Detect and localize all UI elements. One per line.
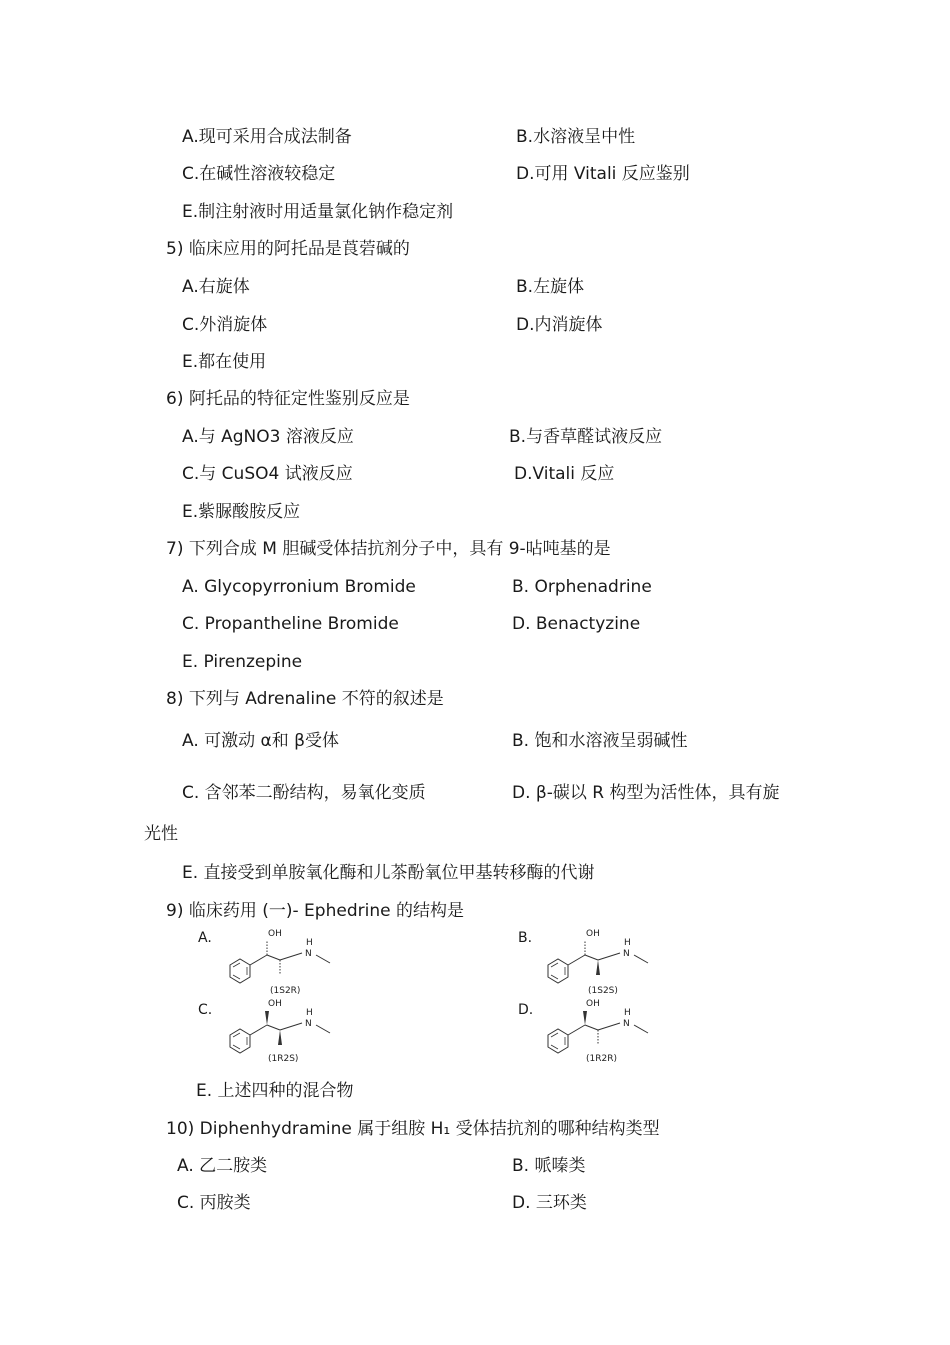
q9-structure-b (538, 925, 658, 997)
q9-structure-c (220, 995, 340, 1067)
q9-b-config: (1S2S) (588, 986, 618, 996)
q9-d-config: (1R2R) (586, 1054, 617, 1064)
q10-option-c: C. 丙胺类 (177, 1193, 251, 1213)
q4-option-a: A.现可采用合成法制备 (182, 127, 352, 147)
q6-option-a: A.与 AgNO3 溶液反应 (182, 427, 354, 447)
q5-option-c: C.外消旋体 (182, 315, 268, 335)
q9-c-h: H (306, 1008, 313, 1018)
q5-option-a: A.右旋体 (182, 277, 250, 297)
q9-b-h: H (624, 938, 631, 948)
q6-option-b: B.与香草醛试液反应 (509, 427, 663, 447)
q10-stem: 10) Diphenhydramine 属于组胺 H₁ 受体拮抗剂的哪种结构类型 (166, 1119, 660, 1139)
q10-option-d: D. 三环类 (512, 1193, 587, 1213)
q8-stem: 8) 下列与 Adrenaline 不符的叙述是 (166, 689, 444, 709)
q9-a-h: H (306, 938, 313, 948)
q10-option-a: A. 乙二胺类 (177, 1156, 268, 1176)
q4-option-e: E.制注射液时用适量氯化钠作稳定剂 (182, 202, 454, 222)
q8-option-a: A. 可激动 α和 β受体 (182, 731, 340, 751)
q9-d-n: N (623, 1019, 630, 1029)
q9-a-oh: OH (268, 929, 282, 939)
q9-a-n: N (305, 949, 312, 959)
q7-option-e: E. Pirenzepine (182, 652, 303, 672)
q9-c-config: (1R2S) (268, 1054, 299, 1064)
q7-option-b: B. Orphenadrine (512, 577, 652, 597)
q9-c-n: N (305, 1019, 312, 1029)
q9-b-oh: OH (586, 929, 600, 939)
q8-option-b: B. 饱和水溶液呈弱碱性 (512, 731, 688, 751)
q9-a-config: (1S2R) (270, 986, 301, 996)
q9-c-oh: OH (268, 999, 282, 1009)
q4-option-b: B.水溶液呈中性 (516, 127, 636, 147)
q6-option-e: E.紫脲酸胺反应 (182, 502, 301, 522)
q4-option-c: C.在碱性溶液较稳定 (182, 164, 336, 184)
q9-d-h: H (624, 1008, 631, 1018)
q6-option-d: D.Vitali 反应 (514, 464, 615, 484)
q9-label-a: A. (198, 930, 212, 946)
q9-option-e: E. 上述四种的混合物 (196, 1081, 354, 1101)
q9-b-n: N (623, 949, 630, 959)
q5-stem: 5) 临床应用的阿托品是莨菪碱的 (166, 239, 410, 259)
q5-option-b: B.左旋体 (516, 277, 585, 297)
q10-option-b: B. 哌嗪类 (512, 1156, 586, 1176)
q9-structure-a (220, 925, 340, 997)
q7-stem: 7) 下列合成 M 胆碱受体拮抗剂分子中，具有 9-呫吨基的是 (166, 539, 611, 559)
q7-option-c: C. Propantheline Bromide (182, 614, 399, 634)
q7-option-d: D. Benactyzine (512, 614, 641, 634)
q6-option-c: C.与 CuSO4 试液反应 (182, 464, 353, 484)
q8-option-e: E. 直接受到单胺氧化酶和儿茶酚氧位甲基转移酶的代谢 (182, 863, 595, 883)
q6-stem: 6) 阿托品的特征定性鉴别反应是 (166, 389, 410, 409)
q8-option-d: D. β-碳以 R 构型为活性体，具有旋 (512, 783, 780, 803)
q9-d-oh: OH (586, 999, 600, 1009)
q9-label-b: B. (518, 930, 533, 946)
q9-stem: 9) 临床药用 (一)- Ephedrine 的结构是 (166, 901, 464, 921)
q9-structure-d (538, 995, 658, 1067)
q7-option-a: A. Glycopyrronium Bromide (182, 577, 416, 597)
q5-option-d: D.内消旋体 (516, 315, 603, 335)
q9-label-c: C. (198, 1002, 213, 1018)
q8-option-c: C. 含邻苯二酚结构，易氧化变质 (182, 783, 426, 803)
q8-option-d-continued: 光性 (144, 824, 178, 844)
q9-label-d: D. (518, 1002, 534, 1018)
q4-option-d: D.可用 Vitali 反应鉴别 (516, 164, 690, 184)
q5-option-e: E.都在使用 (182, 352, 267, 372)
